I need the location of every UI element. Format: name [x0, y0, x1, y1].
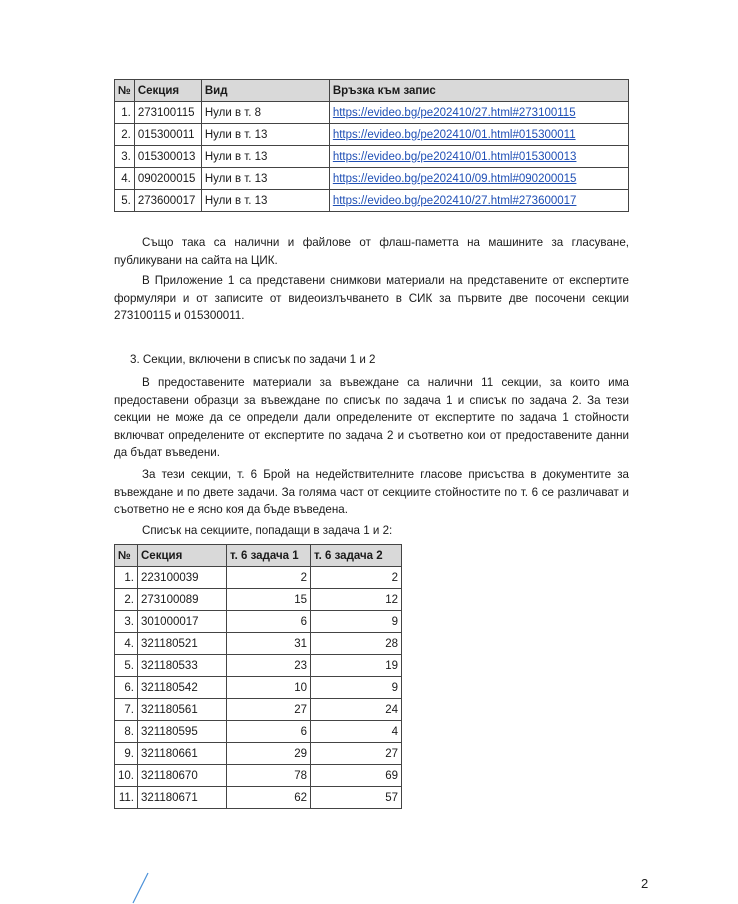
item6-task1-value: 15	[227, 589, 311, 611]
item6-task1-value: 23	[227, 655, 311, 677]
item6-task2-value: 57	[311, 787, 402, 809]
column-header: т. 6 задача 1	[227, 545, 311, 567]
item6-task2-value: 4	[311, 721, 402, 743]
section-id: 273100089	[138, 589, 227, 611]
item6-task2-value: 27	[311, 743, 402, 765]
column-header: №	[115, 80, 135, 102]
section-id: 321180661	[138, 743, 227, 765]
column-header: Връзка към запис	[329, 80, 628, 102]
item6-task1-value: 2	[227, 567, 311, 589]
sections-comparison-table	[114, 544, 402, 809]
table-row	[115, 743, 402, 765]
paragraph-invalid-votes: За тези секции, т. 6 Брой на недействителните гласове присъства в документите за въвеждане и по двете задачи. За голяма част от секциите стойностите по т. 6 се различават и съответно не е ясно коя да бъде въведена.	[114, 468, 629, 516]
section-id: 090200015	[134, 168, 201, 190]
table-header-row	[115, 545, 402, 567]
row-number: 11.	[115, 787, 138, 809]
paragraph-flash-files: Също така са налични и файлове от флаш-паметта на машините за гласуване, публикувани на сайта на ЦИК.	[114, 236, 629, 267]
row-number: 5.	[115, 190, 135, 212]
section-id: 015300013	[134, 146, 201, 168]
section-id: 321180533	[138, 655, 227, 677]
item6-task1-value: 27	[227, 699, 311, 721]
section-id: 321180595	[138, 721, 227, 743]
paragraph-appendix: В Приложение 1 са представени снимкови материали на представените от експертите формуляри и от записите от видеоизлъчването в СИК за първите две посочени секции 273100115 и 015300011.	[114, 274, 629, 322]
row-type: Нули в т. 13	[201, 124, 329, 146]
table-row	[115, 699, 402, 721]
table-row	[115, 765, 402, 787]
table-row	[115, 721, 402, 743]
item6-task2-value: 9	[311, 611, 402, 633]
table-row	[115, 168, 629, 190]
row-number: 9.	[115, 743, 138, 765]
item6-task1-value: 29	[227, 743, 311, 765]
row-number: 4.	[115, 168, 135, 190]
paragraph-sections: В предоставените материали за въвеждане са налични 11 секции, за които има предоставени образци за въвеждане по списък по задача 1 и списък по задача 2. За тези секции не може да се определи дали определените от експертите по задача 1 стойности включват определените от експертите по задача 2 и съответно кои от предоставените данни да бъдат въведени.	[114, 376, 629, 459]
table-row	[115, 589, 402, 611]
table-row	[115, 190, 629, 212]
row-number: 8.	[115, 721, 138, 743]
item6-task2-value: 2	[311, 567, 402, 589]
item6-task1-value: 78	[227, 765, 311, 787]
decorative-slash	[130, 872, 150, 904]
table-row	[115, 787, 402, 809]
row-type: Нули в т. 8	[201, 102, 329, 124]
row-number: 6.	[115, 677, 138, 699]
row-number: 1.	[115, 567, 138, 589]
table-row	[115, 611, 402, 633]
table-row	[115, 102, 629, 124]
page-number: 2	[641, 876, 649, 891]
column-header: Вид	[201, 80, 329, 102]
item6-task2-value: 12	[311, 589, 402, 611]
item6-task1-value: 31	[227, 633, 311, 655]
record-link[interactable]: https://evideo.bg/pe202410/27.html#273600017	[329, 190, 628, 212]
section-id: 301000017	[138, 611, 227, 633]
row-type: Нули в т. 13	[201, 168, 329, 190]
record-link[interactable]: https://evideo.bg/pe202410/01.html#015300013	[329, 146, 628, 168]
item6-task1-value: 6	[227, 721, 311, 743]
section-id: 321180561	[138, 699, 227, 721]
row-type: Нули в т. 13	[201, 146, 329, 168]
row-type: Нули в т. 13	[201, 190, 329, 212]
table-row	[115, 677, 402, 699]
item6-task1-value: 62	[227, 787, 311, 809]
record-link[interactable]: https://evideo.bg/pe202410/27.html#273100115	[329, 102, 628, 124]
record-link[interactable]: https://evideo.bg/pe202410/01.html#015300011	[329, 124, 628, 146]
section-id: 273100115	[134, 102, 201, 124]
section-id: 015300011	[134, 124, 201, 146]
row-number: 4.	[115, 633, 138, 655]
table-header-row	[115, 80, 629, 102]
section-heading: 3. Секции, включени в списък по задачи 1 и 2	[130, 353, 376, 366]
item6-task2-value: 19	[311, 655, 402, 677]
table-caption: Списък на секциите, попадащи в задача 1 и 2:	[142, 524, 393, 537]
item6-task1-value: 10	[227, 677, 311, 699]
column-header: №	[115, 545, 138, 567]
item6-task2-value: 28	[311, 633, 402, 655]
row-number: 10.	[115, 765, 138, 787]
table-row	[115, 655, 402, 677]
row-number: 2.	[115, 589, 138, 611]
table-row	[115, 633, 402, 655]
item6-task1-value: 6	[227, 611, 311, 633]
item6-task2-value: 9	[311, 677, 402, 699]
row-number: 7.	[115, 699, 138, 721]
record-link[interactable]: https://evideo.bg/pe202410/09.html#090200015	[329, 168, 628, 190]
table-row	[115, 124, 629, 146]
row-number: 3.	[115, 611, 138, 633]
section-id: 273600017	[134, 190, 201, 212]
row-number: 5.	[115, 655, 138, 677]
section-links-table	[114, 79, 629, 212]
section-id: 321180521	[138, 633, 227, 655]
row-number: 1.	[115, 102, 135, 124]
row-number: 3.	[115, 146, 135, 168]
table-row	[115, 567, 402, 589]
column-header: т. 6 задача 2	[311, 545, 402, 567]
section-id: 321180671	[138, 787, 227, 809]
section-id: 321180542	[138, 677, 227, 699]
column-header: Секция	[138, 545, 227, 567]
item6-task2-value: 69	[311, 765, 402, 787]
item6-task2-value: 24	[311, 699, 402, 721]
table-row	[115, 146, 629, 168]
row-number: 2.	[115, 124, 135, 146]
section-id: 321180670	[138, 765, 227, 787]
section-id: 223100039	[138, 567, 227, 589]
column-header: Секция	[134, 80, 201, 102]
